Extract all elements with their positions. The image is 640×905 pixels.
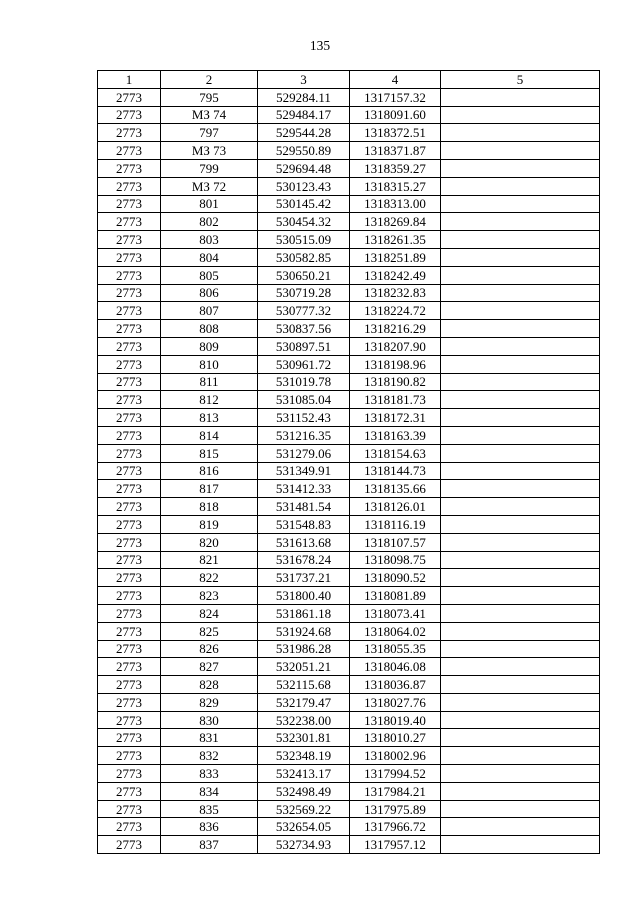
table-cell-col-5 [441, 729, 600, 747]
table-cell-col-5 [441, 533, 600, 551]
table-cell-col-2: 828 [161, 676, 258, 694]
table-cell-col-5 [441, 355, 600, 373]
table-cell-col-1: 2773 [98, 444, 161, 462]
table-cell-col-1: 2773 [98, 337, 161, 355]
table-cell-col-5 [441, 426, 600, 444]
table-cell-col-3: 531861.18 [258, 604, 350, 622]
table-cell-col-1: 2773 [98, 142, 161, 160]
table-cell-col-5 [441, 391, 600, 409]
table-cell-col-5 [441, 320, 600, 338]
table-cell-col-4: 1318055.35 [350, 640, 441, 658]
table-cell-col-2: 815 [161, 444, 258, 462]
table-cell-col-2: 832 [161, 747, 258, 765]
table-cell-col-1: 2773 [98, 711, 161, 729]
table-cell-col-3: 531737.21 [258, 569, 350, 587]
table-cell-col-4: 1317975.89 [350, 800, 441, 818]
table-cell-col-2: 799 [161, 159, 258, 177]
table-cell-col-5 [441, 693, 600, 711]
table-cell-col-4: 1318224.72 [350, 302, 441, 320]
table-cell-col-1: 2773 [98, 765, 161, 783]
table-cell-col-3: 531678.24 [258, 551, 350, 569]
table-cell-col-3: 532115.68 [258, 676, 350, 694]
table-cell-col-3: 529544.28 [258, 124, 350, 142]
table-cell-col-4: 1318154.63 [350, 444, 441, 462]
table-cell-col-3: 530123.43 [258, 177, 350, 195]
table-cell-col-4: 1318190.82 [350, 373, 441, 391]
table-cell-col-3: 532301.81 [258, 729, 350, 747]
table-cell-col-2: 802 [161, 213, 258, 231]
table-cell-col-2: МЗ 74 [161, 106, 258, 124]
table-row [98, 337, 600, 355]
table-cell-col-3: 532498.49 [258, 782, 350, 800]
table-cell-col-3: 532413.17 [258, 765, 350, 783]
table-cell-col-1: 2773 [98, 782, 161, 800]
table-row [98, 711, 600, 729]
table-cell-col-3: 531412.33 [258, 480, 350, 498]
table-cell-col-4: 1318181.73 [350, 391, 441, 409]
table-cell-col-3: 532654.05 [258, 818, 350, 836]
table-cell-col-1: 2773 [98, 106, 161, 124]
table-cell-col-2: 809 [161, 337, 258, 355]
table-cell-col-4: 1318027.76 [350, 693, 441, 711]
table-cell-col-2: 829 [161, 693, 258, 711]
table-cell-col-2: 810 [161, 355, 258, 373]
table-cell-col-2: 822 [161, 569, 258, 587]
table-cell-col-2: 819 [161, 515, 258, 533]
table-cell-col-3: 531216.35 [258, 426, 350, 444]
table-row [98, 391, 600, 409]
table-cell-col-2: 811 [161, 373, 258, 391]
table-cell-col-4: 1318216.29 [350, 320, 441, 338]
table-cell-col-2: 820 [161, 533, 258, 551]
table-row [98, 142, 600, 160]
table-cell-col-3: 532348.19 [258, 747, 350, 765]
table-row [98, 747, 600, 765]
table-row [98, 248, 600, 266]
table-cell-col-1: 2773 [98, 747, 161, 765]
column-header-5: 5 [441, 71, 600, 89]
table-body [98, 88, 600, 853]
table-cell-col-3: 530650.21 [258, 266, 350, 284]
table-row [98, 765, 600, 783]
table-cell-col-4: 1318135.66 [350, 480, 441, 498]
table-cell-col-2: 814 [161, 426, 258, 444]
table-row [98, 88, 600, 106]
table-cell-col-3: 531986.28 [258, 640, 350, 658]
table-row [98, 231, 600, 249]
coordinates-table [97, 70, 600, 854]
table-cell-col-1: 2773 [98, 88, 161, 106]
table-cell-col-1: 2773 [98, 373, 161, 391]
table-cell-col-1: 2773 [98, 480, 161, 498]
table-cell-col-5 [441, 640, 600, 658]
table-cell-col-2: 827 [161, 658, 258, 676]
table-cell-col-5 [441, 462, 600, 480]
table-row [98, 569, 600, 587]
table-cell-col-3: 531349.91 [258, 462, 350, 480]
table-cell-col-5 [441, 676, 600, 694]
table-cell-col-4: 1318073.41 [350, 604, 441, 622]
table-cell-col-4: 1318126.01 [350, 498, 441, 516]
table-cell-col-1: 2773 [98, 640, 161, 658]
table-cell-col-3: 529484.17 [258, 106, 350, 124]
table-row [98, 498, 600, 516]
table-cell-col-4: 1318251.89 [350, 248, 441, 266]
table-cell-col-2: 813 [161, 409, 258, 427]
table-cell-col-2: МЗ 73 [161, 142, 258, 160]
table-cell-col-5 [441, 498, 600, 516]
table-cell-col-5 [441, 337, 600, 355]
table-cell-col-1: 2773 [98, 409, 161, 427]
table-cell-col-2: 837 [161, 836, 258, 854]
table-cell-col-1: 2773 [98, 426, 161, 444]
table-cell-col-5 [441, 177, 600, 195]
table-cell-col-2: 805 [161, 266, 258, 284]
table-cell-col-2: 804 [161, 248, 258, 266]
table-cell-col-2: 821 [161, 551, 258, 569]
table-cell-col-2: 835 [161, 800, 258, 818]
table-cell-col-1: 2773 [98, 836, 161, 854]
table-row [98, 320, 600, 338]
table-cell-col-3: 531279.06 [258, 444, 350, 462]
table-cell-col-1: 2773 [98, 515, 161, 533]
table-cell-col-3: 531924.68 [258, 622, 350, 640]
table-cell-col-2: 816 [161, 462, 258, 480]
column-header-1: 1 [98, 71, 161, 89]
table-cell-col-3: 531152.43 [258, 409, 350, 427]
table-cell-col-5 [441, 248, 600, 266]
table-cell-col-2: 797 [161, 124, 258, 142]
table-cell-col-4: 1318019.40 [350, 711, 441, 729]
table-row [98, 800, 600, 818]
table-cell-col-1: 2773 [98, 622, 161, 640]
table-row [98, 106, 600, 124]
table-cell-col-5 [441, 266, 600, 284]
table-cell-col-1: 2773 [98, 569, 161, 587]
table-row [98, 729, 600, 747]
table-row [98, 355, 600, 373]
table-cell-col-2: 807 [161, 302, 258, 320]
table-cell-col-3: 529284.11 [258, 88, 350, 106]
table-cell-col-3: 530897.51 [258, 337, 350, 355]
table-cell-col-3: 532051.21 [258, 658, 350, 676]
table-cell-col-1: 2773 [98, 177, 161, 195]
table-cell-col-2: 795 [161, 88, 258, 106]
table-cell-col-3: 530454.32 [258, 213, 350, 231]
table-row [98, 676, 600, 694]
table-cell-col-3: 530582.85 [258, 248, 350, 266]
table-cell-col-3: 532238.00 [258, 711, 350, 729]
header-row [98, 71, 600, 89]
column-header-3: 3 [258, 71, 350, 89]
table-cell-col-3: 531019.78 [258, 373, 350, 391]
table-cell-col-4: 1318090.52 [350, 569, 441, 587]
table-cell-col-4: 1318091.60 [350, 106, 441, 124]
table-cell-col-5 [441, 231, 600, 249]
table-cell-col-4: 1318036.87 [350, 676, 441, 694]
page-number: 135 [309, 38, 331, 53]
table-row [98, 551, 600, 569]
table-cell-col-1: 2773 [98, 818, 161, 836]
table-cell-col-4: 1318269.84 [350, 213, 441, 231]
table-cell-col-4: 1317957.12 [350, 836, 441, 854]
table-row [98, 373, 600, 391]
table-cell-col-1: 2773 [98, 551, 161, 569]
table-row [98, 266, 600, 284]
table-cell-col-3: 531085.04 [258, 391, 350, 409]
table-cell-col-4: 1317966.72 [350, 818, 441, 836]
table-cell-col-1: 2773 [98, 533, 161, 551]
table-cell-col-3: 530961.72 [258, 355, 350, 373]
table-cell-col-1: 2773 [98, 302, 161, 320]
table-cell-col-1: 2773 [98, 320, 161, 338]
table-cell-col-5 [441, 373, 600, 391]
table-cell-col-3: 532734.93 [258, 836, 350, 854]
table-row [98, 462, 600, 480]
table-cell-col-3: 530777.32 [258, 302, 350, 320]
table-cell-col-1: 2773 [98, 658, 161, 676]
table-cell-col-1: 2773 [98, 124, 161, 142]
table-cell-col-1: 2773 [98, 587, 161, 605]
table-cell-col-2: 830 [161, 711, 258, 729]
table-cell-col-5 [441, 409, 600, 427]
table-cell-col-1: 2773 [98, 213, 161, 231]
table-cell-col-5 [441, 515, 600, 533]
table-cell-col-2: 812 [161, 391, 258, 409]
table-row [98, 284, 600, 302]
table-cell-col-4: 1318116.19 [350, 515, 441, 533]
table-cell-col-1: 2773 [98, 284, 161, 302]
table-cell-col-3: 530515.09 [258, 231, 350, 249]
table-cell-col-4: 1318107.57 [350, 533, 441, 551]
table-cell-col-4: 1318207.90 [350, 337, 441, 355]
table-row [98, 640, 600, 658]
table-cell-col-3: 531481.54 [258, 498, 350, 516]
table-cell-col-5 [441, 88, 600, 106]
table-cell-col-2: 808 [161, 320, 258, 338]
table-cell-col-3: 531548.83 [258, 515, 350, 533]
table-row [98, 426, 600, 444]
table-cell-col-1: 2773 [98, 676, 161, 694]
table-row [98, 693, 600, 711]
column-header-2: 2 [161, 71, 258, 89]
table-cell-col-4: 1318010.27 [350, 729, 441, 747]
table-row [98, 818, 600, 836]
table-cell-col-1: 2773 [98, 462, 161, 480]
table-cell-col-1: 2773 [98, 195, 161, 213]
table-header [98, 71, 600, 89]
table-cell-col-4: 1317157.32 [350, 88, 441, 106]
table-cell-col-3: 532569.22 [258, 800, 350, 818]
table-cell-col-5 [441, 551, 600, 569]
table-row [98, 177, 600, 195]
table-cell-col-4: 1318144.73 [350, 462, 441, 480]
table-cell-col-1: 2773 [98, 248, 161, 266]
table-cell-col-5 [441, 159, 600, 177]
table-cell-col-2: 806 [161, 284, 258, 302]
table-cell-col-4: 1317984.21 [350, 782, 441, 800]
table-cell-col-5 [441, 604, 600, 622]
table-cell-col-1: 2773 [98, 266, 161, 284]
table-cell-col-3: 531800.40 [258, 587, 350, 605]
table-cell-col-2: 836 [161, 818, 258, 836]
table-cell-col-2: 823 [161, 587, 258, 605]
table-row [98, 444, 600, 462]
table-row [98, 515, 600, 533]
table-cell-col-2: 824 [161, 604, 258, 622]
table-cell-col-5 [441, 800, 600, 818]
table-cell-col-3: 531613.68 [258, 533, 350, 551]
table-cell-col-4: 1318261.35 [350, 231, 441, 249]
table-cell-col-1: 2773 [98, 498, 161, 516]
table-cell-col-5 [441, 836, 600, 854]
table-cell-col-4: 1318313.00 [350, 195, 441, 213]
table-row [98, 604, 600, 622]
table-cell-col-3: 530145.42 [258, 195, 350, 213]
table-cell-col-3: 529694.48 [258, 159, 350, 177]
table-cell-col-4: 1318002.96 [350, 747, 441, 765]
table-row [98, 124, 600, 142]
table-row [98, 587, 600, 605]
table-cell-col-3: 529550.89 [258, 142, 350, 160]
table-cell-col-1: 2773 [98, 391, 161, 409]
table-cell-col-3: 532179.47 [258, 693, 350, 711]
table-row [98, 195, 600, 213]
table-cell-col-3: 530719.28 [258, 284, 350, 302]
table-cell-col-2: 801 [161, 195, 258, 213]
table-cell-col-5 [441, 818, 600, 836]
table-cell-col-5 [441, 747, 600, 765]
table-cell-col-1: 2773 [98, 604, 161, 622]
column-header-4: 4 [350, 71, 441, 89]
table-cell-col-2: 831 [161, 729, 258, 747]
table-cell-col-5 [441, 480, 600, 498]
table-cell-col-5 [441, 213, 600, 231]
table-cell-col-5 [441, 124, 600, 142]
table-cell-col-2: 826 [161, 640, 258, 658]
table-cell-col-5 [441, 106, 600, 124]
table-row [98, 622, 600, 640]
table-cell-col-2: 834 [161, 782, 258, 800]
table-cell-col-5 [441, 587, 600, 605]
table-row [98, 658, 600, 676]
table-cell-col-4: 1318172.31 [350, 409, 441, 427]
table-row [98, 159, 600, 177]
table-cell-col-5 [441, 622, 600, 640]
table-cell-col-2: 818 [161, 498, 258, 516]
table-cell-col-5 [441, 444, 600, 462]
table-cell-col-5 [441, 302, 600, 320]
table-cell-col-5 [441, 195, 600, 213]
table-row [98, 409, 600, 427]
table-cell-col-4: 1318046.08 [350, 658, 441, 676]
table-cell-col-1: 2773 [98, 231, 161, 249]
table-cell-col-2: 817 [161, 480, 258, 498]
table-cell-col-2: 825 [161, 622, 258, 640]
table-cell-col-4: 1317994.52 [350, 765, 441, 783]
table-cell-col-5 [441, 142, 600, 160]
table-cell-col-1: 2773 [98, 355, 161, 373]
table-row [98, 533, 600, 551]
table-cell-col-5 [441, 765, 600, 783]
table-row [98, 213, 600, 231]
table-cell-col-5 [441, 711, 600, 729]
table-cell-col-4: 1318098.75 [350, 551, 441, 569]
table-cell-col-4: 1318359.27 [350, 159, 441, 177]
table-cell-col-5 [441, 569, 600, 587]
table-cell-col-4: 1318371.87 [350, 142, 441, 160]
table-cell-col-1: 2773 [98, 800, 161, 818]
table-cell-col-5 [441, 284, 600, 302]
table-cell-col-4: 1318242.49 [350, 266, 441, 284]
table-row [98, 836, 600, 854]
table-cell-col-4: 1318315.27 [350, 177, 441, 195]
table-cell-col-4: 1318372.51 [350, 124, 441, 142]
table-cell-col-4: 1318081.89 [350, 587, 441, 605]
table-cell-col-2: 833 [161, 765, 258, 783]
table-cell-col-1: 2773 [98, 693, 161, 711]
table-cell-col-2: 803 [161, 231, 258, 249]
table-cell-col-1: 2773 [98, 159, 161, 177]
table-row [98, 480, 600, 498]
table-cell-col-2: МЗ 72 [161, 177, 258, 195]
table-cell-col-4: 1318232.83 [350, 284, 441, 302]
table-cell-col-4: 1318064.02 [350, 622, 441, 640]
table-cell-col-4: 1318198.96 [350, 355, 441, 373]
table-cell-col-5 [441, 782, 600, 800]
table-cell-col-5 [441, 658, 600, 676]
table-cell-col-3: 530837.56 [258, 320, 350, 338]
table-cell-col-4: 1318163.39 [350, 426, 441, 444]
table-row [98, 302, 600, 320]
table-row [98, 782, 600, 800]
table-cell-col-1: 2773 [98, 729, 161, 747]
